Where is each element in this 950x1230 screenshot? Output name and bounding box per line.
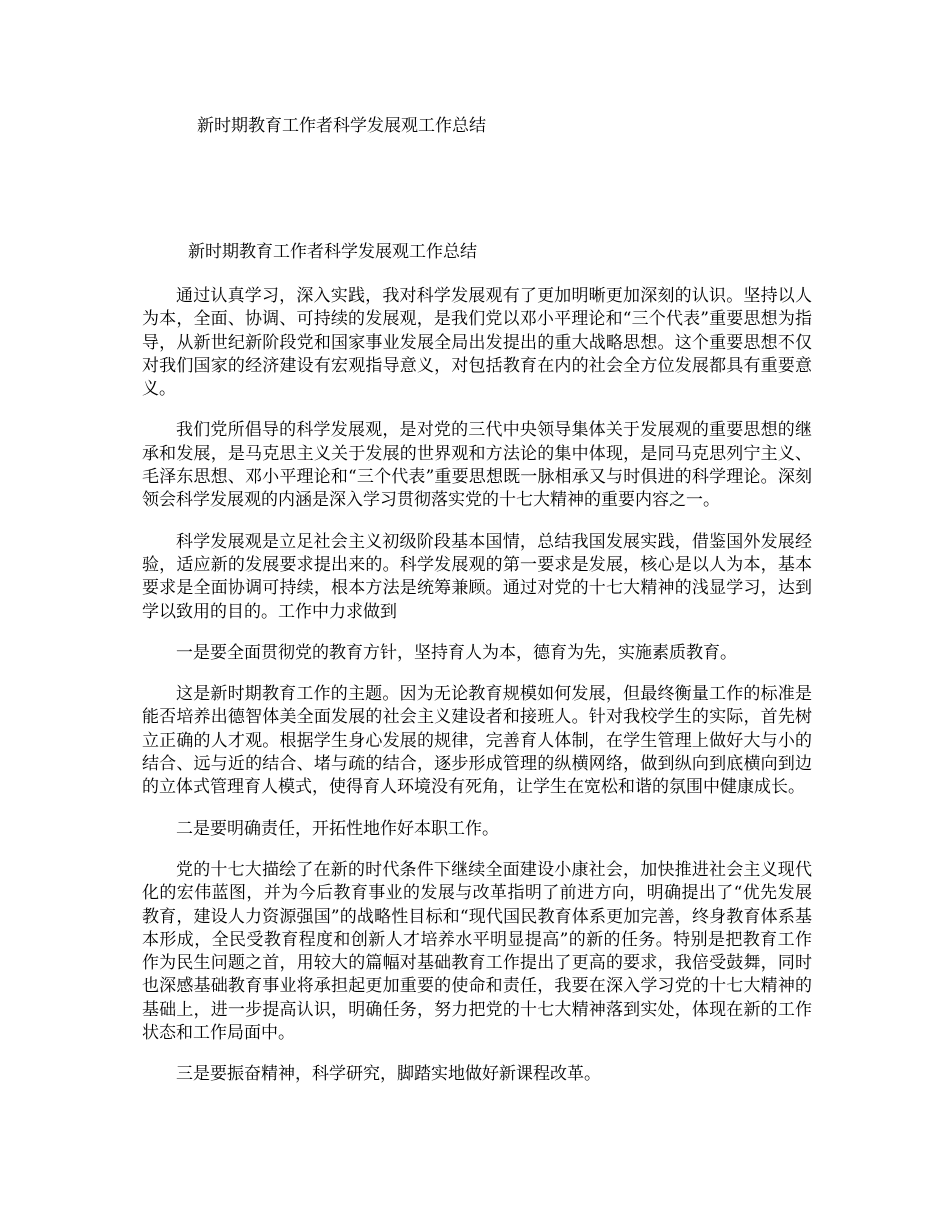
paragraph: 我们党所倡导的科学发展观，是对党的三代中央领导集体关于发展观的重要思想的继承和发展，是马克思主义关于发展的世界观和方法论的集中体现，是同马克思列宁主义、毛泽东思想、邓小平理论和“三个代表”重要思想既一脉相承又与时俱进的科学理论。深刻领会科学发展观的内涵是深入学习贯彻落实党的十七大精神的重要内容之一。 (142, 420, 812, 511)
document-header-title: 新时期教育工作者科学发展观工作总结 (197, 116, 486, 136)
paragraph: 三是要振奋精神，科学研究，脚踏实地做好新课程改革。 (176, 1064, 601, 1085)
paragraph: 通过认真学习，深入实践，我对科学发展观有了更加明晰更加深刻的认识。坚持以人为本，全面、协调、可持续的发展观，是我们党以邓小平理论和“三个代表”重要思想为指导，从新世纪新阶段党和国家事业发展全局出发提出的重大战略思想。这个重要思想不仅对我们国家的经济建设有宏观指导意义，对包括教育在内的社会全方位发展都具有重要意义。 (142, 286, 812, 400)
paragraph: 二是要明确责任，开拓性地作好本职工作。 (176, 818, 499, 839)
document-content (142, 285, 812, 1105)
paragraph: 这是新时期教育工作的主题。因为无论教育规模如何发展，但最终衡量工作的标准是能否培养出德智体美全面发展的社会主义建设者和接班人。针对我校学生的实际，首先树立正确的人才观。根据学生身心发展的规律，完善育人体制，在学生管理上做好大与小的结合、远与近的结合、堵与疏的结合，逐步形成管理的纵横网络，做到纵向到底横向到边的立体式管理育人模式，使得育人环境没有死角，让学生在宽松和谐的氛围中健康成长。 (142, 684, 812, 798)
document-body-title: 新时期教育工作者科学发展观工作总结 (188, 242, 477, 262)
paragraph: 科学发展观是立足社会主义初级阶段基本国情，总结我国发展实践，借鉴国外发展经验，适应新的发展要求提出来的。科学发展观的第一要求是发展，核心是以人为本，基本要求是全面协调可持续，根本方法是统筹兼顾。通过对党的十七大精神的浅显学习，达到学以致用的目的。工作中力求做到 (142, 531, 812, 622)
paragraph: 一是要全面贯彻党的教育方针，坚持育人为本，德育为先，实施素质教育。 (176, 642, 737, 663)
paragraph: 党的十七大描绘了在新的时代条件下继续全面建设小康社会，加快推进社会主义现代化的宏伟蓝图，并为今后教育事业的发展与改革指明了前进方向，明确提出了“优先发展教育，建设人力资源强国”的战略性目标和“现代国民教育体系更加完善，终身教育体系基本形成，全民受教育程度和创新人才培养水平明显提高”的新的任务。特别是把教育工作作为民生问题之首，用较大的篇幅对基础教育工作提出了更高的要求，我倍受鼓舞，同时也深感基础教育事业将承担起更加重要的使命和责任，我要在深入学习党的十七大精神的基础上，进一步提高认识，明确任务，努力把党的十七大精神落到实处，体现在新的工作状态和工作局面中。 (142, 859, 812, 1044)
